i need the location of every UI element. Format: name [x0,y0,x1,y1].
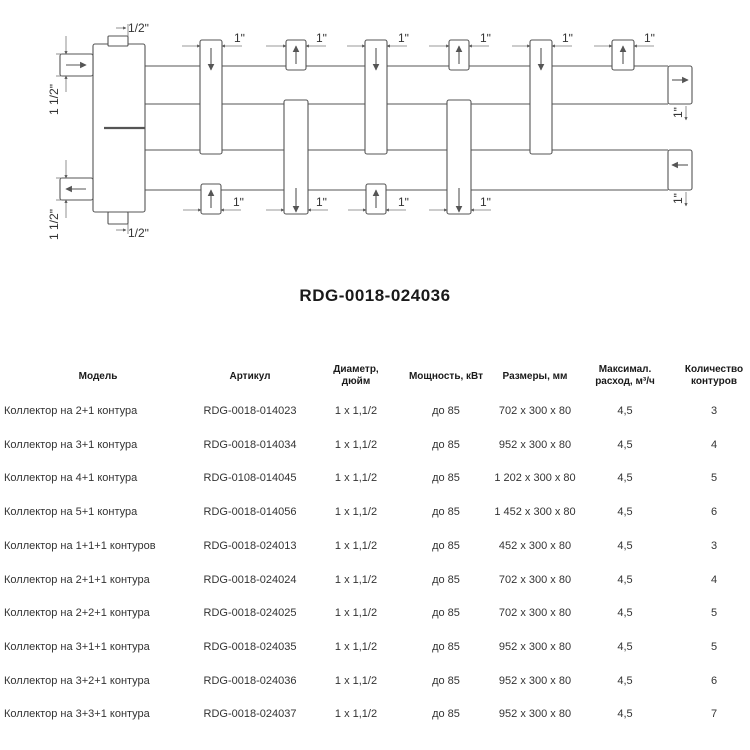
cell-count: 3 [710,540,718,552]
cell-power: до 85 [432,405,460,417]
cell-flow: 4,5 [617,641,633,653]
cell-count: 6 [710,675,718,687]
label-half-bottom: 1/2ʺ [128,226,149,240]
cell-diameter: 1 x 1,1/2 [334,540,378,552]
cell-power: до 85 [432,574,460,586]
cell-model: Коллектор на 3+3+1 контура [4,708,150,720]
label-inch: 1ʺ [480,195,491,209]
cell-model: Коллектор на 3+1+1 контура [4,641,150,653]
top-port-3 [612,40,634,70]
cell-count: 4 [710,574,718,586]
header-flow-line-1: Максимал. [598,364,652,375]
cell-diameter: 1 x 1,1/2 [334,708,378,720]
cell-model: Коллектор на 2+2+1 контура [4,607,150,619]
cell-article: RDG-0018-024025 [203,607,297,619]
label-half-top: 1/2ʺ [128,21,149,35]
cell-count: 5 [710,607,718,619]
bridge-tube-1 [200,40,222,154]
cell-article: RDG-0108-014045 [203,472,297,484]
cell-flow: 4,5 [617,506,633,518]
cell-power: до 85 [432,472,460,484]
cell-diameter: 1 x 1,1/2 [334,439,378,451]
cell-article: RDG-0018-014056 [203,506,297,518]
cell-size: 452 x 300 x 80 [498,540,572,552]
cell-power: до 85 [432,540,460,552]
label-inch: 1ʺ [671,107,685,118]
cell-diameter: 1 x 1,1/2 [334,641,378,653]
right-outlet-top [668,66,692,104]
top-port-2 [449,40,469,70]
header-flow-line-2: расход, м³/ч [595,376,655,387]
header-count-line-1: Количество [684,364,744,375]
cell-count: 6 [710,506,718,518]
cell-article: RDG-0018-024013 [203,540,297,552]
header-diameter-line-1: Диаметр, [333,364,379,375]
label-inch: 1ʺ [234,31,245,45]
cell-flow: 4,5 [617,540,633,552]
cell-size: 702 x 300 x 80 [498,607,572,619]
cell-power: до 85 [432,708,460,720]
cell-article: RDG-0018-014034 [203,439,297,451]
header-size: Размеры, мм [502,371,568,382]
cell-size: 952 x 300 x 80 [498,708,572,720]
left-outlet-bottom [60,178,93,200]
cell-count: 5 [710,641,718,653]
header-power: Мощность, кВт [408,371,484,382]
cell-size: 952 x 300 x 80 [498,641,572,653]
cell-flow: 4,5 [617,574,633,586]
cell-article: RDG-0018-024036 [203,675,297,687]
cell-article: RDG-0018-024037 [203,708,297,720]
cell-power: до 85 [432,641,460,653]
bridge-tube-5 [530,40,552,154]
header-model: Модель [78,371,118,382]
cell-diameter: 1 x 1,1/2 [334,472,378,484]
bridge-tube-4 [447,100,471,214]
bridge-tube-3 [365,40,387,154]
label-inch: 1ʺ [562,31,573,45]
cell-count: 7 [710,708,718,720]
top-port-1 [286,40,306,70]
header-diameter [316,364,396,388]
cell-size: 1 452 x 300 x 80 [494,506,576,518]
cell-diameter: 1 x 1,1/2 [334,405,378,417]
cell-flow: 4,5 [617,675,633,687]
label-inch: 1ʺ [671,193,685,204]
cell-size: 952 x 300 x 80 [498,439,572,451]
cell-power: до 85 [432,607,460,619]
cell-article: RDG-0018-024035 [203,641,297,653]
header-count-line-2: контуров [691,376,737,387]
header-flow [580,364,670,388]
cell-size: 702 x 300 x 80 [498,574,572,586]
bridge-tube-2 [284,100,308,214]
label-inch: 1ʺ [644,31,655,45]
header-diameter-line-2: дюйм [341,376,371,387]
collector-drawing [0,0,750,250]
cell-power: до 85 [432,439,460,451]
left-inlet-top [60,54,93,76]
cell-flow: 4,5 [617,405,633,417]
product-code-title: RDG-0018-024036 [299,286,451,305]
cell-diameter: 1 x 1,1/2 [334,574,378,586]
label-inch: 1ʺ [398,195,409,209]
label-inch: 1ʺ [398,31,409,45]
bottom-port-2 [366,184,386,214]
cell-model: Коллектор на 3+2+1 контура [4,675,150,687]
label-inch: 1ʺ [316,195,327,209]
label-inch: 1ʺ [316,31,327,45]
cell-diameter: 1 x 1,1/2 [334,675,378,687]
label-one-half-bottom: 1 1/2ʺ [47,209,61,240]
cell-model: Коллектор на 1+1+1 контуров [4,540,156,552]
hydraulic-separator [93,36,145,224]
cell-article: RDG-0018-024024 [203,574,297,586]
cell-flow: 4,5 [617,708,633,720]
label-inch: 1ʺ [480,31,491,45]
pipe-top-supply [145,66,668,104]
cell-flow: 4,5 [617,439,633,451]
cell-size: 952 x 300 x 80 [498,675,572,687]
cell-flow: 4,5 [617,607,633,619]
cell-model: Коллектор на 4+1 контура [4,472,138,484]
cell-model: Коллектор на 2+1 контура [4,405,138,417]
pipe-bottom-return [145,150,668,190]
cell-model: Коллектор на 2+1+1 контура [4,574,150,586]
right-inlet-bottom [668,150,692,190]
bottom-port-1 [201,184,221,214]
cell-count: 3 [710,405,718,417]
cell-article: RDG-0018-014023 [203,405,297,417]
cell-diameter: 1 x 1,1/2 [334,506,378,518]
cell-size: 1 202 x 300 x 80 [494,472,576,484]
cell-diameter: 1 x 1,1/2 [334,607,378,619]
label-one-half-top: 1 1/2ʺ [47,84,61,115]
cell-size: 702 x 300 x 80 [498,405,572,417]
cell-power: до 85 [432,675,460,687]
cell-model: Коллектор на 3+1 контура [4,439,138,451]
label-inch: 1ʺ [233,195,244,209]
header-article: Артикул [229,371,271,382]
cell-count: 5 [710,472,718,484]
cell-power: до 85 [432,506,460,518]
header-count [670,364,750,388]
cell-flow: 4,5 [617,472,633,484]
cell-model: Коллектор на 5+1 контура [4,506,138,518]
cell-count: 4 [710,439,718,451]
